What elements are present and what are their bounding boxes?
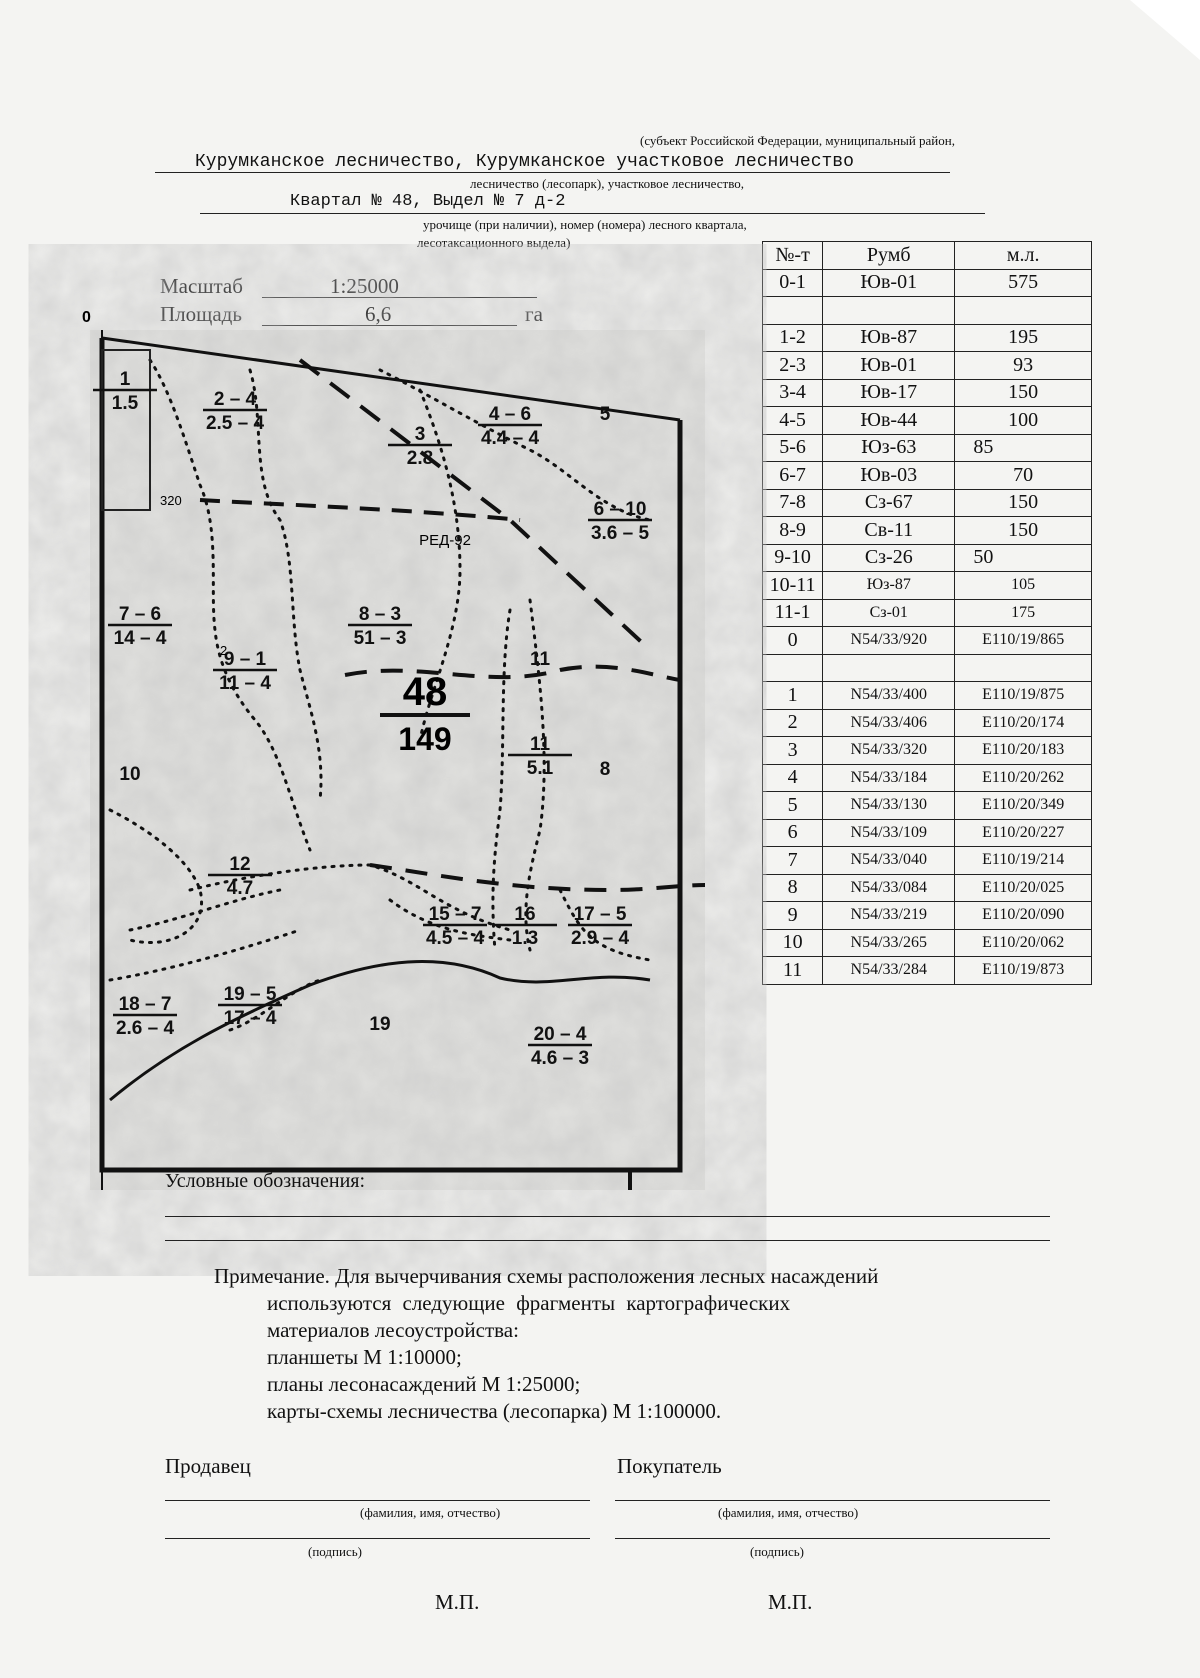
point-cell: 9 (763, 902, 823, 930)
note-line: карты-схемы лесничества (лесопарка) М 1:100000. (267, 1399, 722, 1423)
point-cell: 10 (763, 929, 823, 957)
buyer-fio-line (615, 1500, 1050, 1501)
point-cell: 4 (763, 764, 823, 792)
parcel-number: 8 (599, 759, 611, 780)
note-line: планы лесонасаждений М 1:25000; (267, 1372, 581, 1396)
point-cell: 7-8 (763, 489, 823, 517)
parcel-number: 11 (529, 734, 551, 755)
scale-value: 1:25000 (330, 274, 399, 298)
table-row (763, 599, 1092, 627)
table-row (763, 819, 1092, 847)
rumb-cell: Юв-03 (823, 462, 955, 490)
table-row (763, 627, 1092, 655)
block-name: Квартал № 48, Выдел № 7 д-2 (290, 192, 566, 211)
length-cell: 195 (955, 324, 1092, 352)
point-cell: 11-1 (763, 599, 823, 627)
rumb-cell (823, 297, 955, 325)
forestry-name: Курумканское лесничество, Курумканское участковое лесничество (195, 152, 854, 172)
latitude-cell: N54/33/920 (823, 627, 955, 655)
area-value: 6,6 (365, 302, 392, 326)
note-line: используются следующие фрагменты картографических (267, 1291, 791, 1315)
longitude-cell: E110/20/262 (955, 764, 1092, 792)
parcel-area: 3.6 – 5 (590, 523, 650, 544)
longitude-cell: E110/19/873 (955, 957, 1092, 985)
parcel-number: 11 (529, 649, 551, 670)
parcel-number: 1 (119, 369, 131, 390)
forestry-caption: лесничество (лесопарк), участковое лесничество, (470, 176, 744, 191)
table-row (763, 407, 1092, 435)
table-row (763, 874, 1092, 902)
point-cell: 0-1 (763, 269, 823, 297)
point-label-0: 0 (82, 309, 91, 326)
table-row (763, 517, 1092, 545)
area-unit: га (525, 302, 543, 326)
parcel-area: 14 – 4 (113, 628, 167, 649)
table-row (763, 847, 1092, 875)
length-cell (955, 297, 1092, 325)
table-row (763, 929, 1092, 957)
parcel-area: 17 – 4 (223, 1008, 277, 1029)
seller-stamp: М.П. (435, 1590, 480, 1614)
seller-fio-line (165, 1500, 590, 1501)
parcel-area: 1.5 (111, 393, 139, 414)
point-cell: 10-11 (763, 572, 823, 600)
point-cell: 8-9 (763, 517, 823, 545)
parcel-area: 2.6 – 4 (115, 1018, 175, 1039)
parcel-number: 7 – 6 (118, 604, 162, 625)
note-line: материалов лесоустройства: (267, 1318, 519, 1342)
scale-underline (262, 297, 537, 298)
rumb-cell: Юз-63 (823, 434, 955, 462)
latitude-cell: N54/33/320 (823, 737, 955, 765)
point-cell: 3-4 (763, 379, 823, 407)
length-cell: 100 (955, 407, 1092, 435)
parcel-number: 17 – 5 (573, 904, 627, 925)
point-cell: №-т (763, 242, 823, 270)
road-label: РЕД-92 (419, 532, 471, 549)
note-line: планшеты М 1:10000; (267, 1345, 462, 1369)
parcel-number: 15 – 7 (428, 904, 482, 925)
longitude-cell: E110/19/875 (955, 682, 1092, 710)
buyer-fio-caption: (фамилия, имя, отчество) (718, 1505, 859, 1520)
table-row (763, 654, 1092, 682)
table-row (763, 489, 1092, 517)
length-cell: 175 (955, 599, 1092, 627)
block-underline (200, 213, 985, 214)
parcel-number: 12 (229, 854, 251, 875)
longitude-cell: E110/19/865 (955, 627, 1092, 655)
parcel-area: 4.4 – 4 (480, 428, 540, 449)
block-caption-2: лесотаксационного выдела) (417, 235, 571, 250)
latitude-cell: N54/33/109 (823, 819, 955, 847)
length-cell: 85 (955, 434, 1092, 462)
length-cell: 575 (955, 269, 1092, 297)
latitude-cell: N54/33/219 (823, 902, 955, 930)
legend-label: Условные обозначения: (165, 1170, 366, 1192)
parcel-area: 11 – 4 (219, 673, 271, 694)
latitude-cell: N54/33/184 (823, 764, 955, 792)
table-row (763, 324, 1092, 352)
note-line: Примечание. Для вычерчивания схемы расположения лесных насаждений (214, 1264, 879, 1288)
parcel-number: 9 – 1 (223, 649, 267, 670)
length-cell: 70 (955, 462, 1092, 490)
point-cell: 2-3 (763, 352, 823, 380)
length-cell: 93 (955, 352, 1092, 380)
buyer-sign-line (615, 1538, 1050, 1539)
longitude-cell (955, 654, 1092, 682)
rumb-cell: Юв-87 (823, 324, 955, 352)
point-cell: 4-5 (763, 407, 823, 435)
parcel-number: 18 – 7 (118, 994, 172, 1015)
latitude-cell: N54/33/265 (823, 929, 955, 957)
longitude-cell: E110/20/090 (955, 902, 1092, 930)
table-row (763, 737, 1092, 765)
parcel-area: 4.5 – 4 (425, 928, 485, 949)
parcel-area: 4.6 – 3 (530, 1048, 590, 1069)
longitude-cell: E110/19/214 (955, 847, 1092, 875)
latitude-cell: N54/33/284 (823, 957, 955, 985)
buyer-stamp: М.П. (768, 1590, 813, 1614)
longitude-cell: E110/20/183 (955, 737, 1092, 765)
latitude-cell: N54/33/084 (823, 874, 955, 902)
table-row (763, 792, 1092, 820)
point-label-2: 2 (220, 643, 228, 658)
longitude-cell: E110/20/174 (955, 709, 1092, 737)
rumb-cell: Св-11 (823, 517, 955, 545)
length-cell: 150 (955, 379, 1092, 407)
parcel-number: 16 (514, 904, 536, 925)
rumb-cell: Сз-67 (823, 489, 955, 517)
table-row (763, 764, 1092, 792)
point-cell: 11 (763, 957, 823, 985)
legend-line-1 (165, 1216, 1050, 1217)
latitude-cell: N54/33/040 (823, 847, 955, 875)
seller-label: Продавец (165, 1454, 251, 1478)
point-cell: 2 (763, 709, 823, 737)
parcel-area: 1.3 (511, 928, 539, 949)
table-row (763, 434, 1092, 462)
seller-fio-caption: (фамилия, имя, отчество) (360, 1505, 501, 1520)
rumb-cell: Сз-26 (823, 544, 955, 572)
longitude-cell: E110/20/025 (955, 874, 1092, 902)
parcel-number: 10 (119, 764, 141, 785)
point-cell: 1 (763, 682, 823, 710)
point-cell: 1-2 (763, 324, 823, 352)
buyer-label: Покупатель (617, 1454, 722, 1478)
parcel-area: 4.7 (226, 878, 254, 899)
point-cell: 7 (763, 847, 823, 875)
quarter-number: 48 (402, 670, 448, 714)
point-cell: 5 (763, 792, 823, 820)
rumb-cell: Юз-87 (823, 572, 955, 600)
table-row (763, 352, 1092, 380)
rumb-table (762, 241, 1092, 985)
parcel-area: 2.9 – 4 (570, 928, 630, 949)
point-cell (763, 654, 823, 682)
legend-line-2 (165, 1240, 1050, 1241)
scale-label: Масштаб (160, 274, 243, 298)
parcel-number: 19 – 5 (223, 984, 277, 1005)
rumb-cell: Сз-01 (823, 599, 955, 627)
rumb-cell: Юв-17 (823, 379, 955, 407)
longitude-cell: E110/20/349 (955, 792, 1092, 820)
area-label: Площадь (160, 302, 242, 326)
table-row (763, 269, 1092, 297)
length-cell: 150 (955, 517, 1092, 545)
table-row (763, 297, 1092, 325)
parcel-number: 2 – 4 (213, 389, 257, 410)
table-row (763, 242, 1092, 270)
point-cell: 3 (763, 737, 823, 765)
buyer-sign-caption: (подпись) (750, 1544, 804, 1559)
table-row (763, 682, 1092, 710)
latitude-cell (823, 654, 955, 682)
length-cell: 50 (955, 544, 1092, 572)
table-row (763, 957, 1092, 985)
page-curl (1130, 0, 1200, 60)
parcel-area: 2.8 (406, 448, 434, 469)
header-caption-subject: (субъект Российской Федерации, муниципальный район, (640, 133, 955, 148)
length-cell: 150 (955, 489, 1092, 517)
table-row (763, 379, 1092, 407)
point-cell: 9-10 (763, 544, 823, 572)
point-cell (763, 297, 823, 325)
parcel-number: 8 – 3 (358, 604, 402, 625)
point-cell: 5-6 (763, 434, 823, 462)
block-caption-1: урочище (при наличии), номер (номера) лесного квартала, (423, 217, 747, 232)
length-cell: м.л. (955, 242, 1092, 270)
table-row (763, 902, 1092, 930)
latitude-cell: N54/33/400 (823, 682, 955, 710)
latitude-cell: N54/33/406 (823, 709, 955, 737)
quarter-area: 149 (398, 721, 452, 757)
seller-sign-line (165, 1538, 590, 1539)
parcel-number: 4 – 6 (488, 404, 532, 425)
table-row (763, 462, 1092, 490)
parcel-number: 3 (414, 424, 426, 445)
parcel-area: 2.5 – 4 (205, 413, 265, 434)
note-block (214, 1263, 878, 1425)
length-cell: 105 (955, 572, 1092, 600)
point-cell: 0 (763, 627, 823, 655)
rumb-cell: Юв-01 (823, 352, 955, 380)
point-cell: 6-7 (763, 462, 823, 490)
parcel-number: 6 – 10 (593, 499, 647, 520)
longitude-cell: E110/20/227 (955, 819, 1092, 847)
point-cell: 6 (763, 819, 823, 847)
parcel-number: 5 (599, 404, 611, 425)
parcel-area: 51 – 3 (353, 628, 407, 649)
rumb-cell: Юв-44 (823, 407, 955, 435)
point-cell: 8 (763, 874, 823, 902)
table-row (763, 572, 1092, 600)
table-row (763, 709, 1092, 737)
forestry-underline (155, 172, 950, 173)
parcel-number: 20 – 4 (533, 1024, 587, 1045)
rumb-cell: Юв-01 (823, 269, 955, 297)
point-label-320: 320 (160, 493, 182, 508)
parcel-area: 5.1 (526, 758, 554, 779)
rumb-cell: Румб (823, 242, 955, 270)
longitude-cell: E110/20/062 (955, 929, 1092, 957)
seller-sign-caption: (подпись) (308, 1544, 362, 1559)
latitude-cell: N54/33/130 (823, 792, 955, 820)
parcel-number: 19 (369, 1014, 391, 1035)
table-row (763, 544, 1092, 572)
